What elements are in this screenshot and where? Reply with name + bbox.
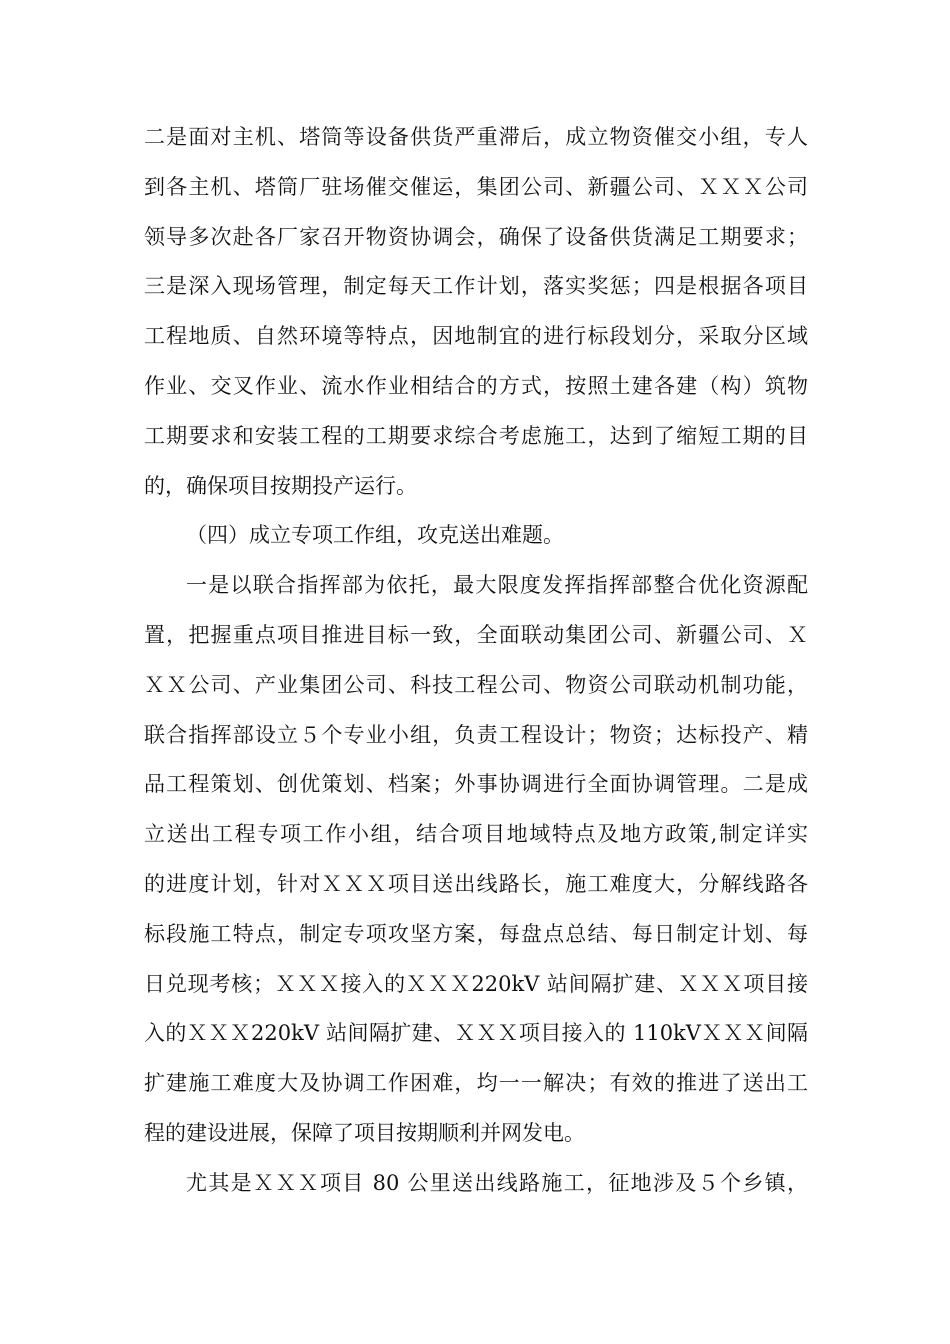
text-line: 二是面对主机、塔筒等设备供货严重滞后，成立物资催交小组，专人 — [144, 125, 808, 149]
text-line: 作业、交叉作业、流水作业相结合的方式，按照土建各建（构）筑物 — [144, 373, 808, 398]
text-line: 置，把握重点项目推进目标一致，全面联动集团公司、新疆公司、Ｘ — [144, 622, 808, 647]
text-line: 的，确保项目按期投产运行。 — [144, 473, 417, 498]
section-heading-text: （四）成立专项工作组，攻克送出难题。 — [186, 523, 564, 548]
document-body — [144, 113, 808, 1209]
text-line: 到各主机、塔筒厂驻场催交催运，集团公司、新疆公司、ＸＸＸ公司 — [144, 174, 808, 199]
text-line: 立送出工程专项工作小组，结合项目地域特点及地方政策,制定详实 — [144, 822, 808, 847]
text-line: 的进度计划，针对ＸＸＸ项目送出线路长，施工难度大，分解线路各 — [144, 871, 808, 896]
paragraph-equipment-supply — [144, 113, 808, 511]
text-line: ＸＸ公司、产业集团公司、科技工程公司、物资公司联动机制功能， — [144, 672, 808, 697]
text-line: 尤其是ＸＸＸ项目 80 公里送出线路施工，征地涉及５个乡镇， — [186, 1170, 808, 1195]
text-line: 标段施工特点，制定专项攻坚方案，每盘点总结、每日制定计划、每 — [144, 921, 808, 946]
paragraph-special-workgroup — [144, 561, 808, 1159]
text-line: 领导多次赴各厂家召开物资协调会，确保了设备供货满足工期要求； — [144, 224, 808, 249]
text-line: 程的建设进展，保障了项目按期顺利并网发电。 — [144, 1120, 585, 1145]
text-line: 日兑现考核；ＸＸＸ接入的ＸＸＸ220kV 站间隔扩建、ＸＸＸ项目接 — [144, 971, 808, 996]
text-line: 一是以联合指挥部为依托，最大限度发挥指挥部整合优化资源配 — [186, 573, 808, 598]
text-line: 工程地质、自然环境等特点，因地制宜的进行标段划分，采取分区域 — [144, 324, 808, 349]
text-line: 入的ＸＸＸ220kV 站间隔扩建、ＸＸＸ项目接入的 110kVＸＸＸ间隔 — [144, 1021, 808, 1046]
text-line: 三是深入现场管理，制定每天工作计划，落实奖惩；四是根据各项目 — [144, 274, 808, 299]
text-line: 品工程策划、创优策划、档案；外事协调进行全面协调管理。二是成 — [144, 772, 808, 797]
text-line: 联合指挥部设立５个专业小组，负责工程设计；物资；达标投产、精 — [144, 722, 808, 747]
text-line: 工期要求和安装工程的工期要求综合考虑施工，达到了缩短工期的目 — [144, 423, 808, 448]
section-heading — [144, 511, 808, 561]
paragraph-transmission-line — [144, 1159, 808, 1209]
text-line: 扩建施工难度大及协调工作困难，均一一解决；有效的推进了送出工 — [144, 1071, 808, 1096]
